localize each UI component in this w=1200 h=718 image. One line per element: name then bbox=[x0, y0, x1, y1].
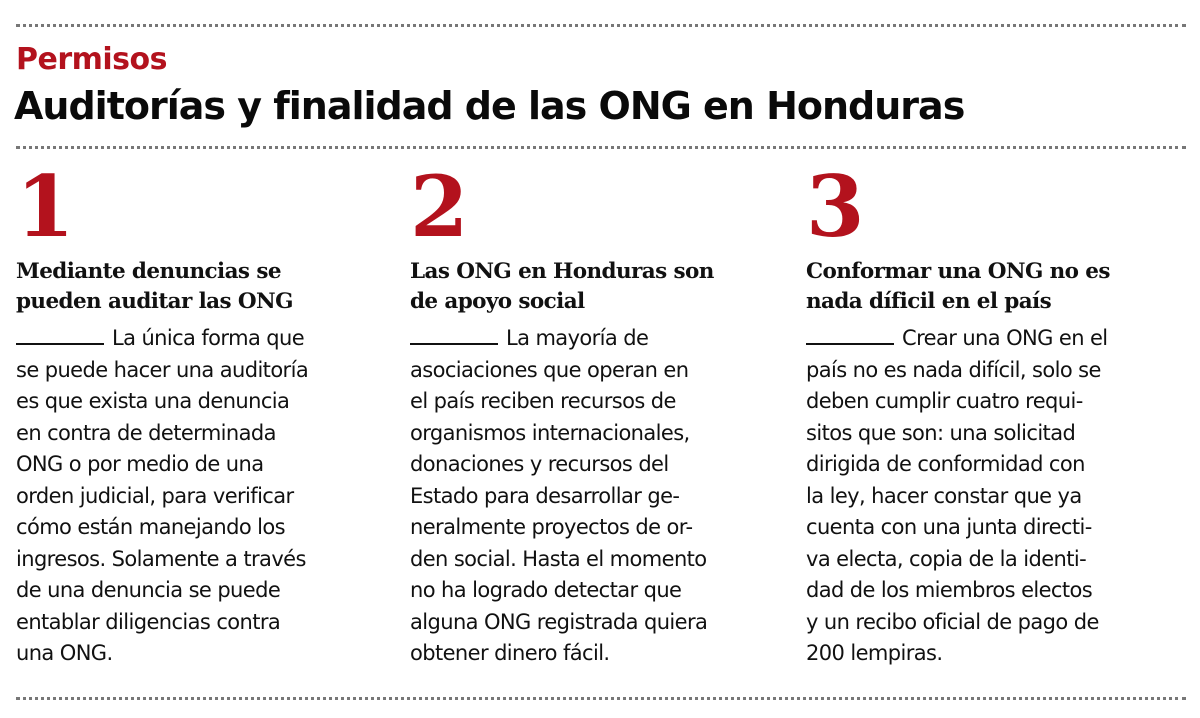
column-1 bbox=[16, 157, 396, 670]
body-line: la ley, hacer constar que ya bbox=[806, 483, 1082, 508]
body-line: va electa, copia de la identi- bbox=[806, 546, 1087, 571]
headline-line: Conformar una ONG no es bbox=[806, 259, 1110, 284]
section-number: 2 bbox=[410, 157, 469, 256]
body-line: La mayoría de bbox=[506, 326, 649, 350]
column-2 bbox=[410, 157, 790, 670]
body-line: el país reciben recursos de bbox=[410, 389, 676, 413]
body-line: asociaciones que operan en bbox=[410, 357, 689, 382]
body-line: den social. Hasta el momento bbox=[410, 546, 707, 571]
body-line: una ONG. bbox=[16, 641, 113, 665]
section-body bbox=[16, 323, 396, 670]
divider-title bbox=[16, 146, 1186, 149]
body-line: deben cumplir cuatro requi- bbox=[806, 389, 1083, 413]
lead-rule bbox=[410, 343, 498, 345]
body-line: y un recibo oficial de pago de bbox=[806, 609, 1099, 634]
body-line: orden judicial, para verificar bbox=[16, 483, 294, 508]
body-line: entablar diligencias contra bbox=[16, 609, 281, 634]
body-line: neralmente proyectos de or- bbox=[410, 515, 693, 539]
body-line: dirigida de conformidad con bbox=[806, 452, 1085, 476]
headline-line: pueden auditar las ONG bbox=[16, 289, 293, 314]
section-number: 3 bbox=[806, 157, 865, 256]
divider-bottom bbox=[16, 697, 1186, 700]
lead-rule bbox=[16, 343, 104, 345]
body-line: organismos internacionales, bbox=[410, 420, 690, 445]
divider-top bbox=[16, 24, 1186, 27]
body-line: 200 lempiras. bbox=[806, 641, 943, 665]
section-number: 1 bbox=[16, 157, 75, 256]
lead-rule bbox=[806, 343, 894, 345]
section-body bbox=[806, 323, 1186, 670]
body-line: cómo están manejando los bbox=[16, 515, 285, 539]
body-line: Crear una ONG en el bbox=[902, 326, 1108, 350]
column-3 bbox=[806, 157, 1186, 670]
section-headline bbox=[16, 257, 396, 317]
body-line: ONG o por medio de una bbox=[16, 452, 264, 476]
body-first-line bbox=[806, 323, 1186, 355]
body-first-line bbox=[410, 323, 790, 355]
page-title: Auditorías y finalidad de las ONG en Honduras bbox=[14, 84, 965, 128]
body-line: cuenta con una junta directi- bbox=[806, 515, 1092, 539]
body-line: Estado para desarrollar ge- bbox=[410, 483, 680, 508]
kicker: Permisos bbox=[16, 42, 167, 77]
headline-line: nada díficil en el país bbox=[806, 289, 1052, 314]
body-line: no ha logrado detectar que bbox=[410, 578, 682, 602]
headline-line: Las ONG en Honduras son bbox=[410, 259, 714, 284]
body-line: ingresos. Solamente a través bbox=[16, 546, 306, 571]
body-line: se puede hacer una auditoría bbox=[16, 357, 309, 382]
body-line: en contra de determinada bbox=[16, 420, 276, 445]
body-first-line bbox=[16, 323, 396, 355]
body-line: sitos que son: una solicitad bbox=[806, 420, 1076, 445]
body-line: de una denuncia se puede bbox=[16, 578, 281, 602]
body-line: donaciones y recursos del bbox=[410, 452, 669, 476]
section-headline bbox=[806, 257, 1186, 317]
body-line: La única forma que bbox=[112, 326, 305, 350]
body-line: país no es nada difícil, solo se bbox=[806, 357, 1101, 382]
section-body bbox=[410, 323, 790, 670]
body-line: dad de los miembros electos bbox=[806, 578, 1093, 602]
body-line: es que exista una denuncia bbox=[16, 389, 290, 413]
headline-line: de apoyo social bbox=[410, 289, 585, 314]
body-line: obtener dinero fácil. bbox=[410, 641, 610, 665]
body-line: alguna ONG registrada quiera bbox=[410, 609, 708, 634]
section-headline bbox=[410, 257, 790, 317]
headline-line: Mediante denuncias se bbox=[16, 259, 281, 284]
